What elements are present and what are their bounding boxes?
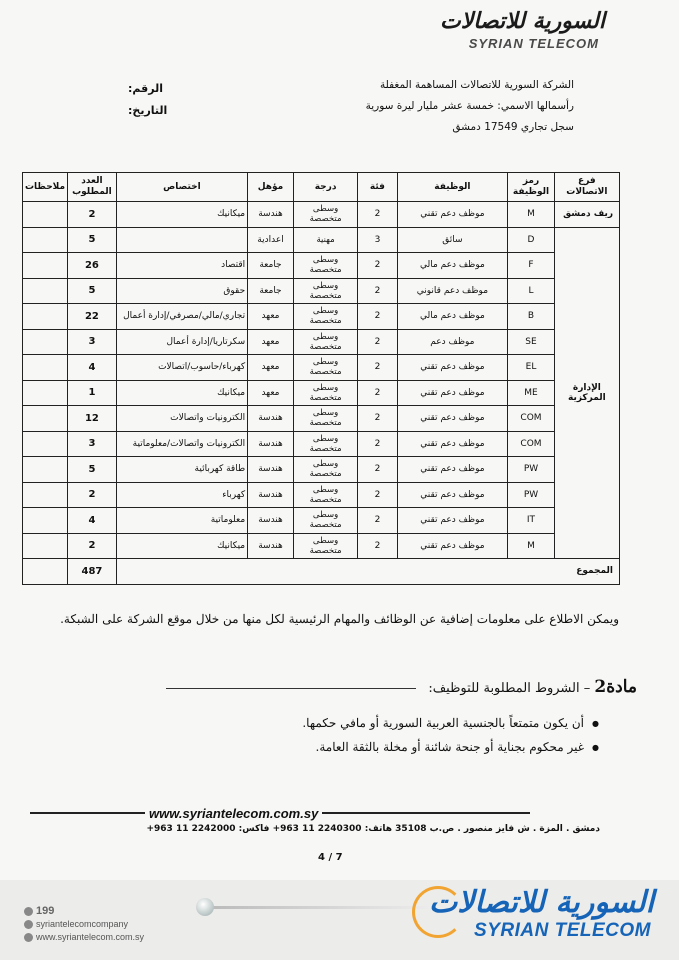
col-count: العدد المطلوب xyxy=(68,173,117,202)
notes-cell xyxy=(23,304,68,330)
category-cell: 2 xyxy=(358,482,397,508)
code-cell: ME xyxy=(508,380,555,406)
total-label: المجموع xyxy=(116,559,619,585)
specialization-cell: الكترونيات واتصالات xyxy=(116,406,247,432)
specialization-cell: ميكانيك xyxy=(116,380,247,406)
count-cell: 5 xyxy=(68,227,117,253)
grade-cell: وسطى متخصصة xyxy=(293,202,357,228)
phone-icon xyxy=(24,907,33,916)
condition-item: ● أن يكون متمتعاً بالجنسية العربية السورية أو مافي حكمها. xyxy=(79,716,599,730)
job-cell: موظف دعم تقني xyxy=(397,533,508,559)
col-code: رمز الوظيفة xyxy=(508,173,555,202)
code-cell: B xyxy=(508,304,555,330)
notes-cell xyxy=(23,457,68,483)
table-row xyxy=(23,202,620,228)
table-row xyxy=(23,304,620,330)
job-cell: سائق xyxy=(397,227,508,253)
table-row xyxy=(23,482,620,508)
facebook-icon xyxy=(24,920,33,929)
logo-english: SYRIAN TELECOM xyxy=(468,36,599,51)
qualification-cell: هندسة xyxy=(248,406,294,432)
specialization-cell: اقتصاد xyxy=(116,253,247,279)
category-cell: 2 xyxy=(358,355,397,381)
code-cell: M xyxy=(508,202,555,228)
small-website: www.syriantelecom.com.sy xyxy=(36,932,145,942)
job-cell: موظف دعم تقني xyxy=(397,406,508,432)
specialization-cell: طاقة كهربائية xyxy=(116,457,247,483)
grade-cell: وسطى متخصصة xyxy=(293,508,357,534)
grade-cell: مهنية xyxy=(293,227,357,253)
specialization-cell xyxy=(116,227,247,253)
qualification-cell: اعدادية xyxy=(248,227,294,253)
category-cell: 2 xyxy=(358,278,397,304)
code-cell: COM xyxy=(508,406,555,432)
table-row xyxy=(23,329,620,355)
grade-cell: وسطى متخصصة xyxy=(293,380,357,406)
category-cell: 2 xyxy=(358,508,397,534)
article-number: مادة2 xyxy=(594,677,637,697)
category-cell: 2 xyxy=(358,533,397,559)
grade-cell: وسطى متخصصة xyxy=(293,304,357,330)
count-cell: 3 xyxy=(68,431,117,457)
top-logo xyxy=(405,6,605,56)
qualification-cell: معهد xyxy=(248,355,294,381)
table-row xyxy=(23,380,620,406)
specialization-cell: الكترونيات واتصالات/معلوماتية xyxy=(116,431,247,457)
qualification-cell: هندسة xyxy=(248,482,294,508)
company-info xyxy=(244,75,574,138)
notes-cell xyxy=(23,508,68,534)
article-underline xyxy=(166,688,416,689)
table-row xyxy=(23,278,620,304)
jobs-table xyxy=(22,172,620,585)
count-cell: 3 xyxy=(68,329,117,355)
notes-cell xyxy=(23,278,68,304)
swoosh-decoration xyxy=(210,906,440,909)
notes-cell xyxy=(23,380,68,406)
specialization-cell: حقوق xyxy=(116,278,247,304)
grade-cell: وسطى متخصصة xyxy=(293,457,357,483)
col-branch: فرع الاتصالات xyxy=(554,173,619,202)
footer-website: www.syriantelecom.com.sy xyxy=(145,806,322,821)
code-cell: F xyxy=(508,253,555,279)
notes-cell xyxy=(23,329,68,355)
table-row xyxy=(23,227,620,253)
code-cell: PW xyxy=(508,457,555,483)
code-cell: M xyxy=(508,533,555,559)
hotline-number: 199 xyxy=(36,905,55,917)
bottom-logo-arabic: السورية للاتصالات xyxy=(429,885,654,920)
company-line: الشركة السورية للاتصالات المساهمة المغفلة xyxy=(379,79,574,91)
col-notes: ملاحظات xyxy=(23,173,68,202)
job-cell: موظف دعم تقني xyxy=(397,508,508,534)
specialization-cell: كهرباء/حاسوب/اتصالات xyxy=(116,355,247,381)
article-heading xyxy=(77,677,637,697)
grade-cell: وسطى متخصصة xyxy=(293,329,357,355)
grade-cell: وسطى متخصصة xyxy=(293,253,357,279)
code-cell: IT xyxy=(508,508,555,534)
facebook-handle: syriantelecomcompany xyxy=(36,919,129,929)
table-row xyxy=(23,406,620,432)
table-row xyxy=(23,457,620,483)
qualification-cell: هندسة xyxy=(248,533,294,559)
col-grade: درجة xyxy=(293,173,357,202)
total-row xyxy=(23,559,620,585)
job-cell: موظف دعم مالي xyxy=(397,304,508,330)
category-cell: 2 xyxy=(358,380,397,406)
condition-item: ● غير محكوم بجناية أو جنحة شائنة أو مخلة بالثقة العامة. xyxy=(79,740,599,754)
grade-cell: وسطى متخصصة xyxy=(293,482,357,508)
table-row xyxy=(23,508,620,534)
logo-arabic: السورية للاتصالات xyxy=(440,8,605,34)
count-cell: 12 xyxy=(68,406,117,432)
table-row xyxy=(23,355,620,381)
category-cell: 3 xyxy=(358,227,397,253)
count-cell: 2 xyxy=(68,202,117,228)
contact-block xyxy=(24,905,144,944)
code-cell: PW xyxy=(508,482,555,508)
count-cell: 5 xyxy=(68,278,117,304)
table-header-row xyxy=(23,173,620,202)
grade-cell: وسطى متخصصة xyxy=(293,533,357,559)
qualification-cell: هندسة xyxy=(248,431,294,457)
job-cell: موظف دعم تقني xyxy=(397,482,508,508)
job-cell: موظف دعم تقني xyxy=(397,457,508,483)
count-cell: 4 xyxy=(68,355,117,381)
code-cell: EL xyxy=(508,355,555,381)
qualification-cell: هندسة xyxy=(248,457,294,483)
company-line: سجل تجاري 17549 دمشق xyxy=(452,121,574,133)
notes-cell xyxy=(23,406,68,432)
grade-cell: وسطى متخصصة xyxy=(293,431,357,457)
table-row xyxy=(23,533,620,559)
specialization-cell: تجاري/مالي/مصرفي/إدارة أعمال xyxy=(116,304,247,330)
job-cell: موظف دعم تقني xyxy=(397,202,508,228)
qualification-cell: معهد xyxy=(248,329,294,355)
col-job: الوظيفة xyxy=(397,173,508,202)
category-cell: 2 xyxy=(358,406,397,432)
specialization-cell: ميكانيك xyxy=(116,202,247,228)
bottom-logo-english: SYRIAN TELECOM xyxy=(474,920,651,941)
code-cell: COM xyxy=(508,431,555,457)
page-number: 4 / 7 xyxy=(318,852,343,863)
reference-label: الرقم: xyxy=(128,82,163,95)
count-cell: 5 xyxy=(68,457,117,483)
date-label: التاريخ: xyxy=(128,104,168,117)
job-cell: موظف دعم تقني xyxy=(397,355,508,381)
qualification-cell: معهد xyxy=(248,380,294,406)
globe-icon xyxy=(196,898,214,916)
category-cell: 2 xyxy=(358,457,397,483)
category-cell: 2 xyxy=(358,329,397,355)
conditions-list xyxy=(79,716,599,764)
qualification-cell: جامعة xyxy=(248,278,294,304)
notes-cell xyxy=(23,559,68,585)
notes-cell xyxy=(23,533,68,559)
job-cell: موظف دعم xyxy=(397,329,508,355)
job-cell: موظف دعم تقني xyxy=(397,380,508,406)
count-cell: 1 xyxy=(68,380,117,406)
notes-cell xyxy=(23,355,68,381)
web-icon xyxy=(24,933,33,942)
company-line: رأسمالها الاسمي: خمسة عشر مليار ليرة سورية xyxy=(365,100,574,112)
qualification-cell: معهد xyxy=(248,304,294,330)
job-cell: موظف دعم قانوني xyxy=(397,278,508,304)
col-specialization: اختصاص xyxy=(116,173,247,202)
code-cell: D xyxy=(508,227,555,253)
table-row xyxy=(23,431,620,457)
notes-cell xyxy=(23,227,68,253)
branch-cell: ريف دمشق xyxy=(554,202,619,228)
specialization-cell: كهرباء xyxy=(116,482,247,508)
count-cell: 22 xyxy=(68,304,117,330)
category-cell: 2 xyxy=(358,431,397,457)
code-cell: L xyxy=(508,278,555,304)
specialization-cell: ميكانيك xyxy=(116,533,247,559)
grade-cell: وسطى متخصصة xyxy=(293,406,357,432)
grade-cell: وسطى متخصصة xyxy=(293,355,357,381)
specialization-cell: سكرتاريا/إدارة أعمال xyxy=(116,329,247,355)
specialization-cell: معلوماتية xyxy=(116,508,247,534)
count-cell: 2 xyxy=(68,533,117,559)
category-cell: 2 xyxy=(358,253,397,279)
job-cell: موظف دعم تقني xyxy=(397,431,508,457)
col-category: فئة xyxy=(358,173,397,202)
col-qualification: مؤهل xyxy=(248,173,294,202)
category-cell: 2 xyxy=(358,202,397,228)
code-cell: SE xyxy=(508,329,555,355)
more-info-note: ويمكن الاطلاع على معلومات إضافية عن الوظائف والمهام الرئيسية لكل منها من خلال موقع الشركة على الشبكة. xyxy=(60,612,619,626)
count-cell: 4 xyxy=(68,508,117,534)
article-title: – الشروط المطلوبة للتوظيف: xyxy=(428,681,591,696)
footer-address: دمشق . المزة . ش فايز منصور . ص.ب 35108 هاتف: 2240300 11 963+ فاكس: 2242000 11 963+ xyxy=(146,824,600,834)
total-value: 487 xyxy=(68,559,117,585)
job-cell: موظف دعم مالي xyxy=(397,253,508,279)
notes-cell xyxy=(23,253,68,279)
qualification-cell: جامعة xyxy=(248,253,294,279)
count-cell: 26 xyxy=(68,253,117,279)
count-cell: 2 xyxy=(68,482,117,508)
notes-cell xyxy=(23,482,68,508)
branch-cell: الإدارة المركزية xyxy=(554,227,619,559)
grade-cell: وسطى متخصصة xyxy=(293,278,357,304)
notes-cell xyxy=(23,202,68,228)
qualification-cell: هندسة xyxy=(248,508,294,534)
table-row xyxy=(23,253,620,279)
notes-cell xyxy=(23,431,68,457)
qualification-cell: هندسة xyxy=(248,202,294,228)
category-cell: 2 xyxy=(358,304,397,330)
